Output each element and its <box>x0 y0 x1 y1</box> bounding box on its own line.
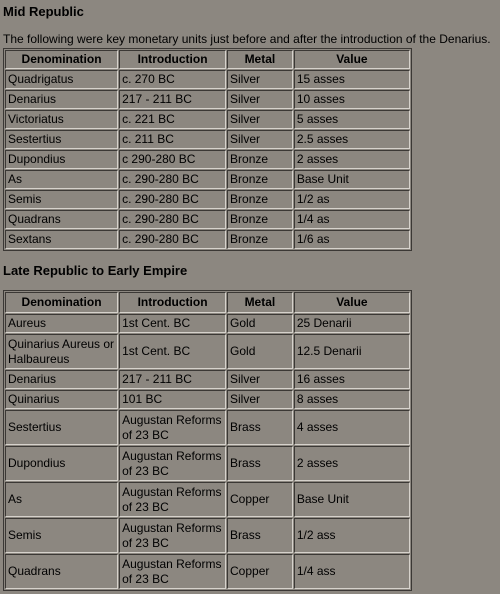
cell-metal: Bronze <box>227 190 293 209</box>
table-row <box>5 554 410 589</box>
cell-value: Base Unit <box>294 482 410 517</box>
cell-value: 1/2 as <box>294 190 410 209</box>
cell-metal: Copper <box>227 554 293 589</box>
cell-value: 1/6 as <box>294 230 410 249</box>
table-row <box>5 190 410 209</box>
column-header-value: Value <box>294 292 410 313</box>
cell-denomination: Dupondius <box>5 446 118 481</box>
cell-denomination: Quadrans <box>5 210 118 229</box>
table-row <box>5 170 410 189</box>
table-row <box>5 518 410 553</box>
cell-value: 1/2 ass <box>294 518 410 553</box>
cell-denomination: Sestertius <box>5 410 118 445</box>
table-row <box>5 370 410 389</box>
cell-metal: Silver <box>227 110 293 129</box>
table-row <box>5 130 410 149</box>
cell-introduction: c. 290-280 BC <box>119 170 226 189</box>
table-row <box>5 110 410 129</box>
cell-value: 10 asses <box>294 90 410 109</box>
cell-denomination: Semis <box>5 190 118 209</box>
column-header-denomination: Denomination <box>5 50 118 69</box>
cell-introduction: Augustan Reforms of 23 BC <box>119 446 226 481</box>
cell-value: 16 asses <box>294 370 410 389</box>
cell-metal: Brass <box>227 446 293 481</box>
cell-denomination: Sestertius <box>5 130 118 149</box>
cell-denomination: Quadrans <box>5 554 118 589</box>
table-row <box>5 230 410 249</box>
cell-metal: Silver <box>227 370 293 389</box>
cell-metal: Silver <box>227 70 293 89</box>
table-row <box>5 390 410 409</box>
cell-introduction: Augustan Reforms of 23 BC <box>119 518 226 553</box>
column-header-value: Value <box>294 50 410 69</box>
table-row <box>5 314 410 333</box>
cell-metal: Copper <box>227 482 293 517</box>
column-header-introduction: Introduction <box>119 50 226 69</box>
cell-denomination: Quinarius Aureus or Halbaureus <box>5 334 118 369</box>
cell-introduction: Augustan Reforms of 23 BC <box>119 554 226 589</box>
cell-introduction: 1st Cent. BC <box>119 314 226 333</box>
cell-metal: Bronze <box>227 150 293 169</box>
table-row <box>5 334 410 369</box>
section-title-late-republic: Late Republic to Early Empire <box>3 263 188 278</box>
cell-introduction: Augustan Reforms of 23 BC <box>119 410 226 445</box>
cell-metal: Bronze <box>227 170 293 189</box>
column-header-denomination: Denomination <box>5 292 118 313</box>
cell-value: 12.5 Denarii <box>294 334 410 369</box>
cell-value: 2 asses <box>294 150 410 169</box>
cell-denomination: As <box>5 482 118 517</box>
table-row <box>5 482 410 517</box>
table-header-row <box>5 292 410 313</box>
cell-denomination: Aureus <box>5 314 118 333</box>
section-title-mid-republic: Mid Republic <box>3 4 84 19</box>
cell-metal: Gold <box>227 314 293 333</box>
cell-introduction: c. 221 BC <box>119 110 226 129</box>
cell-value: 4 asses <box>294 410 410 445</box>
cell-metal: Silver <box>227 130 293 149</box>
cell-introduction: 217 - 211 BC <box>119 90 226 109</box>
cell-metal: Brass <box>227 518 293 553</box>
mid-republic-table <box>3 48 412 251</box>
cell-metal: Silver <box>227 390 293 409</box>
table-row <box>5 150 410 169</box>
cell-introduction: Augustan Reforms of 23 BC <box>119 482 226 517</box>
cell-introduction: c. 290-280 BC <box>119 210 226 229</box>
table-row <box>5 410 410 445</box>
cell-denomination: Denarius <box>5 90 118 109</box>
cell-value: 2.5 asses <box>294 130 410 149</box>
cell-introduction: c. 290-280 BC <box>119 190 226 209</box>
cell-introduction: c. 211 BC <box>119 130 226 149</box>
cell-denomination: Quinarius <box>5 390 118 409</box>
cell-value: 8 asses <box>294 390 410 409</box>
column-header-metal: Metal <box>227 292 293 313</box>
cell-introduction: c. 270 BC <box>119 70 226 89</box>
cell-metal: Brass <box>227 410 293 445</box>
table-row <box>5 70 410 89</box>
table-row <box>5 446 410 481</box>
column-header-metal: Metal <box>227 50 293 69</box>
cell-denomination: Semis <box>5 518 118 553</box>
cell-introduction: 101 BC <box>119 390 226 409</box>
table-row <box>5 210 410 229</box>
cell-value: 5 asses <box>294 110 410 129</box>
cell-denomination: Victoriatus <box>5 110 118 129</box>
cell-introduction: c 290-280 BC <box>119 150 226 169</box>
table-header-row <box>5 50 410 69</box>
cell-metal: Bronze <box>227 210 293 229</box>
cell-denomination: As <box>5 170 118 189</box>
cell-value: Base Unit <box>294 170 410 189</box>
cell-metal: Gold <box>227 334 293 369</box>
cell-value: 15 asses <box>294 70 410 89</box>
cell-denomination: Denarius <box>5 370 118 389</box>
cell-value: 2 asses <box>294 446 410 481</box>
cell-value: 25 Denarii <box>294 314 410 333</box>
cell-introduction: c. 290-280 BC <box>119 230 226 249</box>
table-row <box>5 90 410 109</box>
column-header-introduction: Introduction <box>119 292 226 313</box>
cell-value: 1/4 as <box>294 210 410 229</box>
cell-metal: Silver <box>227 90 293 109</box>
late-republic-table <box>3 290 412 591</box>
cell-denomination: Sextans <box>5 230 118 249</box>
cell-denomination: Quadrigatus <box>5 70 118 89</box>
cell-metal: Bronze <box>227 230 293 249</box>
cell-introduction: 1st Cent. BC <box>119 334 226 369</box>
cell-introduction: 217 - 211 BC <box>119 370 226 389</box>
cell-denomination: Dupondius <box>5 150 118 169</box>
intro-text: The following were key monetary units just before and after the introduction of the Denarius. <box>3 32 491 46</box>
cell-value: 1/4 ass <box>294 554 410 589</box>
